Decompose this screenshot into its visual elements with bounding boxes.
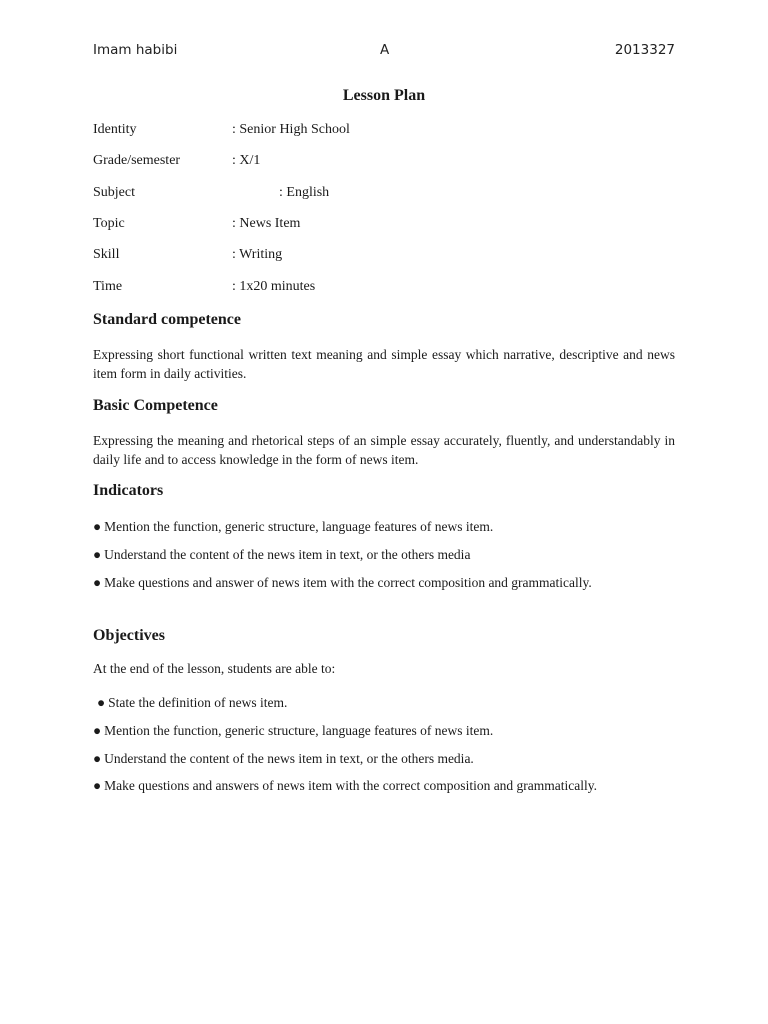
bullet-icon: ●	[93, 519, 102, 534]
objective-text: Mention the function, generic structure, language features of news item.	[104, 723, 494, 738]
subject-value: : English	[279, 185, 330, 200]
indicator-text: Understand the content of the news item in text, or the others media	[104, 547, 471, 562]
skill-label: Skill	[93, 247, 120, 262]
topic-row	[93, 216, 675, 236]
subject-label: Subject	[93, 185, 135, 200]
objective-text: State the definition of news item.	[108, 695, 288, 710]
grade-label: Grade/semester	[93, 153, 181, 168]
indicator-item	[93, 547, 683, 563]
grade-row	[93, 153, 675, 173]
document-page	[93, 0, 675, 1024]
skill-value: : Writing	[232, 247, 283, 262]
indicator-text: Make questions and answer of news item with the correct composition and grammatically.	[104, 575, 592, 590]
bullet-icon: ●	[93, 575, 102, 590]
time-row	[93, 279, 675, 299]
time-label: Time	[93, 279, 123, 294]
basic-competence-heading: Basic Competence	[93, 397, 218, 414]
time-value: : 1x20 minutes	[232, 279, 316, 294]
page-header	[93, 42, 675, 62]
standard-competence-heading: Standard competence	[93, 311, 241, 328]
objective-item	[93, 778, 683, 794]
bullet-icon: ●	[93, 751, 102, 766]
objectives-intro: At the end of the lesson, students are able to:	[93, 661, 336, 676]
standard-competence-text: Expressing short functional written text meaning and simple essay which narrative, descriptive and news item form in daily activities.	[93, 347, 675, 381]
objectives-heading: Objectives	[93, 627, 165, 644]
indicator-text: Mention the function, generic structure, language features of news item.	[104, 519, 494, 534]
topic-value: : News Item	[232, 216, 301, 231]
class-label: A	[380, 42, 390, 58]
objective-item	[97, 695, 687, 711]
identity-label: Identity	[93, 122, 137, 137]
subject-row	[93, 185, 675, 205]
bullet-icon: ●	[93, 778, 102, 793]
basic-competence-text: Expressing the meaning and rhetorical steps of an simple essay accurately, fluently, and understandably in daily life and to access knowledge in the form of news item.	[93, 433, 675, 467]
document-title: Lesson Plan	[342, 87, 426, 104]
identity-value: : Senior High School	[232, 122, 350, 137]
objective-item	[93, 723, 683, 739]
objective-text: Understand the content of the news item in text, or the others media.	[104, 751, 474, 766]
indicator-item	[93, 519, 683, 535]
topic-label: Topic	[93, 216, 125, 231]
bullet-icon: ●	[97, 695, 106, 710]
indicators-heading: Indicators	[93, 482, 164, 499]
identity-row	[93, 122, 675, 142]
student-id: 2013327	[614, 42, 675, 58]
author-name: Imam habibi	[93, 42, 178, 58]
objective-item	[93, 751, 683, 767]
bullet-icon: ●	[93, 723, 102, 738]
skill-row	[93, 247, 675, 267]
indicator-item	[93, 575, 683, 591]
grade-value: : X/1	[232, 153, 261, 168]
bullet-icon: ●	[93, 547, 102, 562]
objective-text: Make questions and answers of news item with the correct composition and grammatically.	[104, 778, 598, 793]
